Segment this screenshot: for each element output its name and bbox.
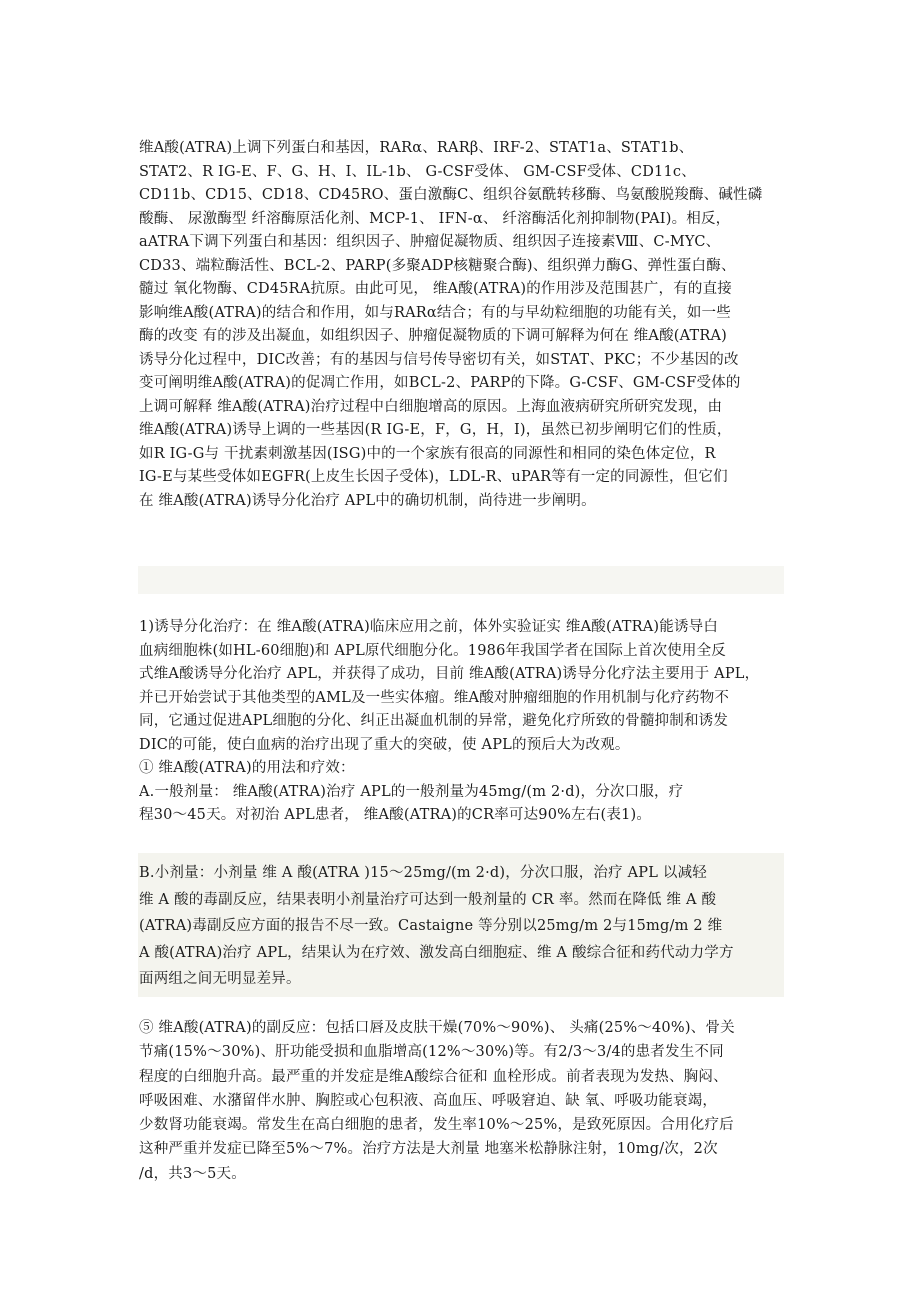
text-line: STAT2、R IG-E、F、G、H、I、IL-1b、 G-CSF受体、 GM-CSF受体、CD11c、	[139, 163, 696, 180]
paragraph-atra-gene-regulation	[139, 137, 784, 513]
text-line: 在 维A酸(ATRA)诱导分化治疗 APL中的确切机制，尚待进一步阐明。	[139, 492, 596, 509]
paragraph-differentiation-therapy	[139, 616, 784, 828]
text-line: 程30～45天。对初治 APL患者， 维A酸(ATRA)的CR率可达90%左右(表1)。	[139, 807, 652, 823]
text-line: 影响维A酸(ATRA)的结合和作用，如与RARα结合；有的与早幼粒细胞的功能有关，如一些	[139, 304, 731, 321]
text-line: 髓过 氧化物酶、CD45RA抗原。由此可见， 维A酸(ATRA)的作用涉及范围甚广，有的直接	[139, 281, 732, 297]
text-line: 维A酸(ATRA)诱导上调的一些基因(R IG-E，F，G，H，I)，虽然已初步阐明它们的性质，	[139, 422, 732, 438]
text-line: ⑤ 维A酸(ATRA)的副反应：包括口唇及皮肤干燥(70%～90%)、 头痛(25%～40%)、骨关	[139, 1020, 735, 1036]
text-line: 同，它通过促进APL细胞的分化、纠正出凝血机制的异常，避免化疗所致的骨髓抑制和诱发	[139, 713, 729, 729]
text-line: 呼吸困难、水潴留伴水肿、胸腔或心包积液、高血压、呼吸窘迫、缺 氧、呼吸功能衰竭，	[139, 1092, 718, 1109]
text-line: 少数肾功能衰竭。常发生在高白细胞的患者，发生率10%～25%，是致死原因。合用化疗后	[139, 1117, 734, 1134]
text-line: 维 A 酸的毒副反应，结果表明小剂量治疗可达到一般剂量的 CR 率。然而在降低 维 A 酸	[139, 891, 717, 908]
text-line: 酸酶、 尿激酶型 纤溶酶原活化剂、MCP-1、 IFN-α、 纤溶酶活化剂抑制物(PAI)。相反，	[139, 210, 731, 227]
text-line: aATRA下调下列蛋白和基因：组织因子、肿瘤促凝物质、组织因子连接素Ⅷ、C-MYC、	[139, 234, 721, 250]
text-line: 面两组之间无明显差异。	[139, 971, 301, 988]
text-line: 酶的改变 有的涉及出凝血，如组织因子、肿瘤促凝物质的下调可解释为何在 维A酸(ATRA)	[139, 328, 728, 344]
text-line: 节痛(15%～30%)、肝功能受损和血脂增高(12%～30%)等。有2/3～3/4的患者发生不同	[139, 1044, 724, 1061]
paragraph-low-dose	[139, 860, 784, 993]
text-line: 变可阐明维A酸(ATRA)的促凋亡作用，如BCL-2、PARP的下降。G-CSF、GM-CSF受体的	[139, 375, 741, 391]
text-line: 并已开始尝试于其他类型的AML及一些实体瘤。维A酸对肿瘤细胞的作用机制与化疗药物不	[139, 689, 730, 706]
text-line: 血病细胞株(如HL-60细胞)和 APL原代细胞分化。1986年我国学者在国际上首次使用全反	[139, 642, 727, 659]
text-line: IG-E与某些受体如EGFR(上皮生长因子受体)，LDL-R、uPAR等有一定的同源性，但它们	[139, 469, 728, 485]
text-line: ① 维A酸(ATRA)的用法和疗效：	[139, 760, 355, 776]
text-line: 如R IG-G与 干扰素刺激基因(ISG)中的一个家族有很高的同源性和相同的染色体定位，R	[139, 445, 716, 462]
text-line: 上调可解释 维A酸(ATRA)治疗过程中白细胞增高的原因。上海血液病研究所研究发现，由	[139, 398, 723, 415]
text-line: 1)诱导分化治疗：在 维A酸(ATRA)临床应用之前，体外实验证实 维A酸(ATRA)能诱导白	[139, 619, 719, 635]
shaded-divider-band	[138, 566, 784, 594]
text-line: 维A酸(ATRA)上调下列蛋白和基因，RARα、RARβ、IRF-2、STAT1a、STAT1b、	[139, 140, 694, 156]
text-line: A 酸(ATRA)治疗 APL，结果认为在疗效、激发高白细胞症、维 A 酸综合征和药代动力学方	[139, 944, 734, 961]
text-line: DIC的可能，使白血病的治疗出现了重大的突破，使 APL的预后大为改观。	[139, 736, 630, 753]
text-line: CD11b、CD15、CD18、CD45RO、蛋白激酶C、组织谷氨酰转移酶、鸟氨酸脱羧酶、碱性磷	[139, 187, 763, 203]
text-line: 这种严重并发症已降至5%～7%。治疗方法是大剂量 地塞米松静脉注射，10mg/次，2次	[139, 1141, 718, 1158]
text-line: 式维A酸诱导分化治疗 APL，并获得了成功，目前 维A酸(ATRA)诱导分化疗法主要用于 APL，	[139, 666, 760, 682]
text-line: B.小剂量：小剂量 维 A 酸(ATRA )15～25mg/(m 2·d)，分次口服，治疗 APL 以减轻	[139, 865, 708, 881]
text-line: (ATRA)毒副反应方面的报告不尽一致。Castaigne 等分别以25mg/m 2与15mg/m 2 维	[139, 918, 723, 935]
text-line: A.一般剂量： 维A酸(ATRA)治疗 APL的一般剂量为45mg/(m 2·d)，分次口服，疗	[139, 783, 684, 800]
text-line: 程度的白细胞升高。最严重的并发症是维A酸综合征和 血栓形成。前者表现为发热、胸闷、	[139, 1068, 728, 1085]
text-line: CD33、端粒酶活性、BCL-2、PARP(多聚ADP核糖聚合酶)、组织弹力酶G、弹性蛋白酶、	[139, 257, 736, 274]
paragraph-adverse-reactions	[139, 1016, 784, 1186]
text-line: /d，共3～5天。	[139, 1165, 246, 1182]
text-line: 诱导分化过程中，DIC改善；有的基因与信号传导密切有关，如STAT、PKC；不少基因的改	[139, 351, 739, 368]
